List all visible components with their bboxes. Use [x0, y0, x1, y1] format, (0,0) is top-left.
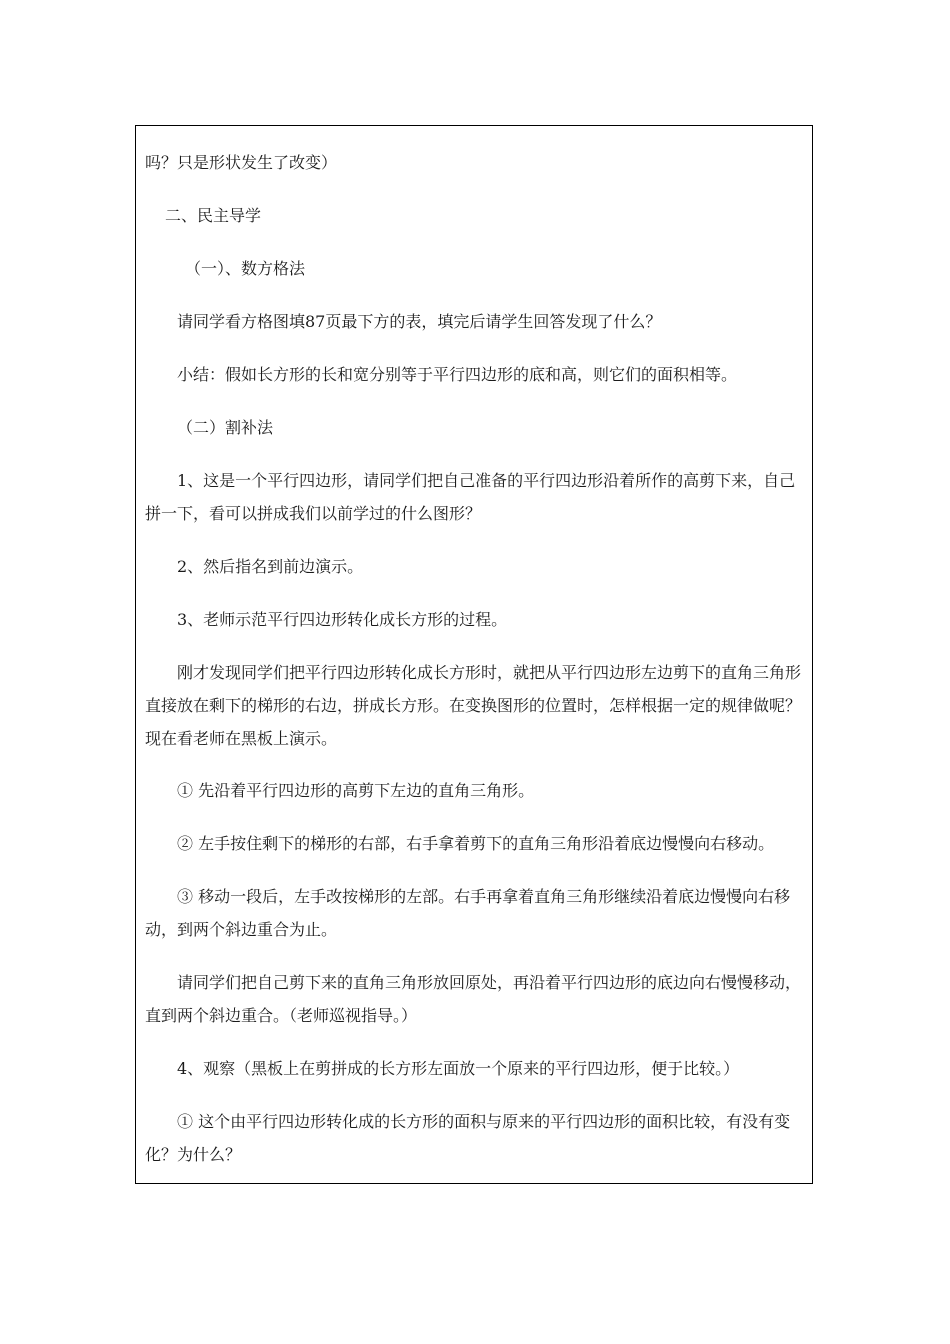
subsection-heading-1: （一）、数方格法 [185, 259, 306, 278]
lesson-plan-table-cell [135, 125, 813, 1184]
paragraph-step-1: 1、这是一个平行四边形，请同学们把自己准备的平行四边形沿着所作的高剪下来，自己拼一下，看可以拼成我们以前学过的什么图形？ [145, 471, 796, 523]
paragraph-continuation: 吗？只是形状发生了改变） [145, 153, 338, 172]
section-heading-2: 二、民主导学 [165, 206, 262, 225]
paragraph-step-2: 2、然后指名到前边演示。 [177, 557, 364, 576]
paragraph-summary: 小结：假如长方形的长和宽分别等于平行四边形的底和高，则它们的面积相等。 [177, 365, 738, 384]
paragraph-substep-2: ② 左手按住剩下的梯形的右部，右手拿着剪下的直角三角形沿着底边慢慢向右移动。 [177, 834, 775, 853]
paragraph-substep-3: ③ 移动一段后，左手改按梯形的左部。右手再拿着直角三角形继续沿着底边慢慢向右移动，到两个斜边重合为止。 [145, 887, 791, 939]
paragraph-substep-1: ① 先沿着平行四边形的高剪下左边的直角三角形。 [177, 781, 535, 800]
paragraph-step-3: 3、老师示范平行四边形转化成长方形的过程。 [177, 610, 508, 629]
paragraph-student-activity: 请同学们把自己剪下来的直角三角形放回原处，再沿着平行四边形的底边向右慢慢移动，直到两个斜边重合。（老师巡视指导。） [145, 973, 802, 1025]
paragraph-discovery: 刚才发现同学们把平行四边形转化成长方形时，就把从平行四边形左边剪下的直角三角形直接放在剩下的梯形的右边，拼成长方形。在变换图形的位置时，怎样根据一定的规律做呢？现在看老师在黑板上演示。 [145, 663, 802, 748]
subsection-heading-2: （二）割补法 [177, 418, 274, 437]
paragraph-step-4: 4、观察（黑板上在剪拼成的长方形左面放一个原来的平行四边形，便于比较。） [177, 1059, 740, 1078]
paragraph-grid-method: 请同学看方格图填87页最下方的表，填完后请学生回答发现了什么？ [177, 312, 662, 331]
paragraph-question-1: ① 这个由平行四边形转化成的长方形的面积与原来的平行四边形的面积比较，有没有变化？为什么？ [145, 1112, 791, 1164]
